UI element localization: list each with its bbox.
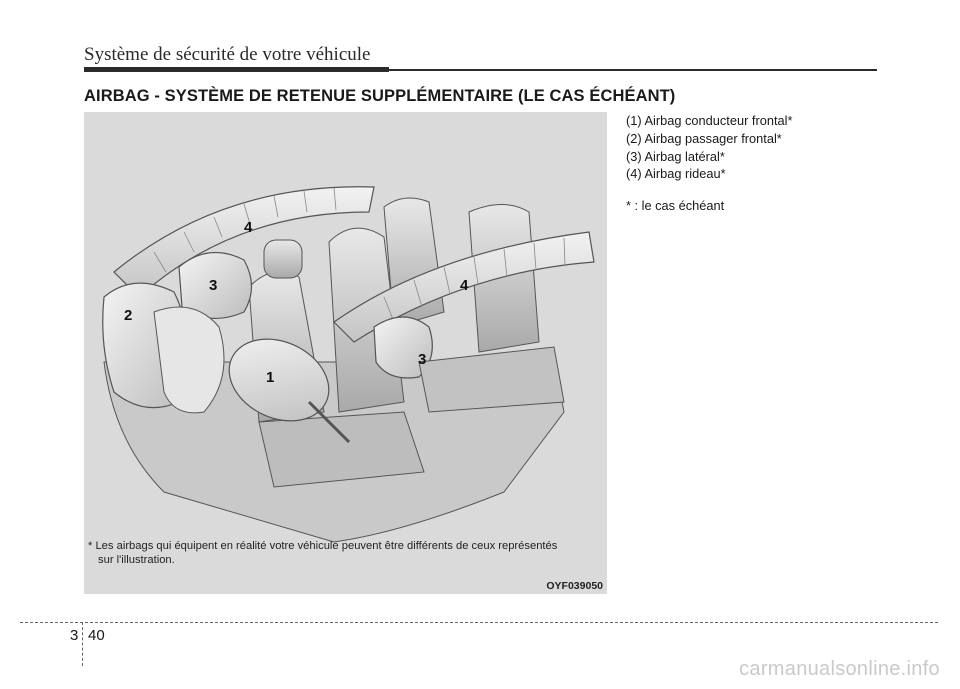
watermark: carmanualsonline.info — [739, 658, 940, 680]
rear-bench — [419, 347, 564, 412]
airbag-illustration — [84, 112, 607, 594]
chapter-number: 3 — [70, 627, 79, 644]
callout-4-right: 4 — [460, 277, 469, 294]
figure-note: * Les airbags qui équipent en réalité votre véhicule peuvent être différents de ceux représentés sur l'illustration. — [88, 540, 558, 566]
airbag-legend — [626, 112, 926, 215]
header-rule-thick — [84, 67, 389, 72]
legend-item: (1) Airbag conducteur frontal* — [626, 113, 793, 128]
page-number: 40 — [88, 627, 105, 644]
legend-item: (2) Airbag passager frontal* — [626, 130, 782, 146]
callout-2: 2 — [124, 307, 133, 324]
airbag-drawing — [84, 112, 607, 594]
figure-code: OYF039050 — [546, 580, 603, 592]
legend-item: (4) Airbag rideau* — [626, 166, 726, 182]
footer-rule — [20, 622, 938, 623]
section-title: AIRBAG - SYSTÈME DE RETENUE SUPPLÉMENTAIRE (LE CAS ÉCHÉANT) — [84, 87, 676, 105]
header-title: Système de sécurité de votre véhicule — [84, 44, 371, 65]
headrest-left — [264, 240, 302, 278]
callout-4-left: 4 — [244, 219, 253, 236]
footer-divider — [82, 622, 83, 666]
legend-item: (3) Airbag latéral* — [626, 148, 725, 164]
callout-3-left: 3 — [209, 277, 218, 294]
header-rule-thin — [389, 69, 877, 71]
callout-1: 1 — [266, 369, 275, 386]
callout-3-right: 3 — [418, 351, 427, 368]
legend-footnote: * : le cas échéant — [626, 198, 725, 214]
